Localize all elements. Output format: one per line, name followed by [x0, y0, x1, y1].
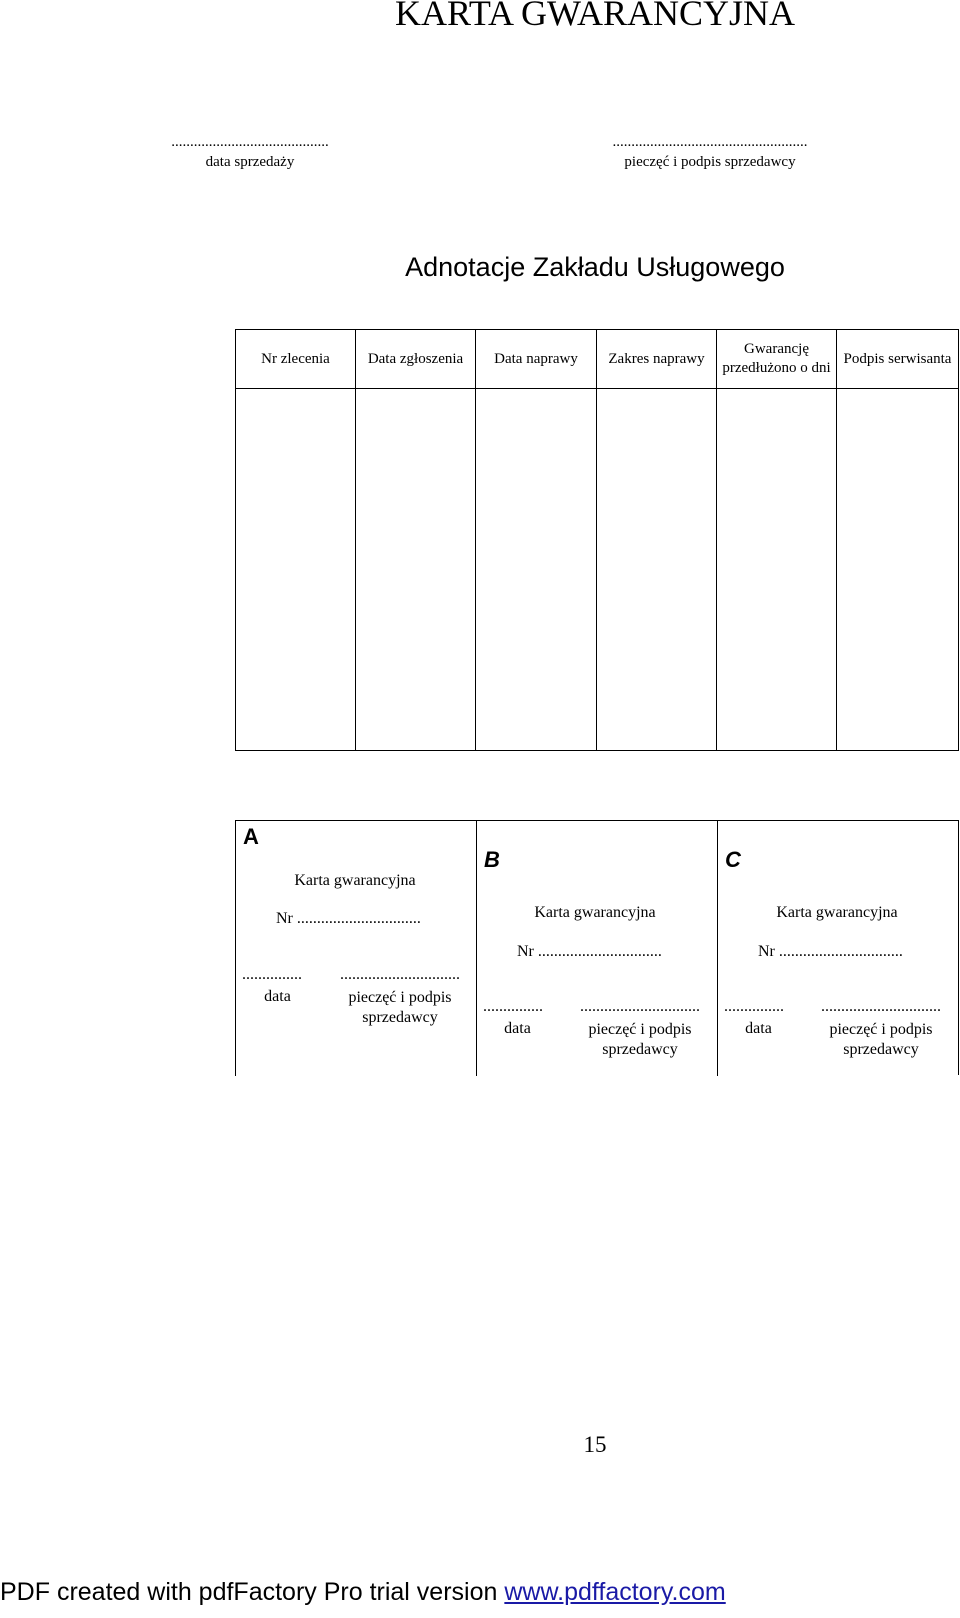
- coupon-c-date-dots: ...............: [724, 998, 784, 1015]
- footer-text: PDF created with pdfFactory Pro trial version: [0, 1578, 505, 1606]
- coupon-b-date-label: data: [504, 1020, 531, 1037]
- coupon-c-stamp-label: pieczęć i podpis sprzedawcy: [829, 1021, 933, 1058]
- coupon-a: [235, 820, 477, 1076]
- pdf-footer: [0, 1578, 726, 1607]
- sale-date-dots: ..........................................: [171, 134, 329, 150]
- coupon-a-date-label: data: [264, 988, 291, 1005]
- coupon-a-stamp-label: pieczęć i podpis sprzedawcy: [348, 989, 452, 1026]
- coupon-c-card-label: Karta gwarancyjna: [776, 904, 898, 921]
- col-header-repair-date: Data naprawy: [476, 330, 597, 389]
- table-cell: [236, 389, 356, 751]
- col-header-report-date: Data zgłoszenia: [356, 330, 476, 389]
- col-header-order-number: Nr zlecenia: [236, 330, 356, 389]
- coupon-a-number: Nr ...............................: [276, 910, 421, 927]
- table-header-row: [236, 330, 959, 389]
- table-row: [236, 389, 959, 751]
- coupon-a-letter: A: [243, 824, 259, 849]
- coupon-b-stamp-label: pieczęć i podpis sprzedawcy: [588, 1021, 692, 1058]
- col-header-technician-signature: Podpis serwisanta: [837, 330, 959, 389]
- coupon-a-card-label: Karta gwarancyjna: [294, 872, 416, 889]
- coupon-c-date-label: data: [745, 1020, 772, 1037]
- coupon-b-date-dots: ...............: [483, 998, 543, 1015]
- annotations-heading: Adnotacje Zakładu Usługowego: [405, 252, 785, 282]
- table-cell: [476, 389, 597, 751]
- coupon-b-number: Nr ...............................: [517, 943, 662, 960]
- table-cell: [717, 389, 837, 751]
- coupon-b-card-label: Karta gwarancyjna: [534, 904, 656, 921]
- col-header-warranty-extension: Gwarancję przedłużono o dni: [717, 330, 837, 389]
- repair-annotations-table: [235, 329, 959, 751]
- footer-link[interactable]: www.pdffactory.com: [504, 1578, 726, 1606]
- coupon-c-stamp-dots: ..............................: [821, 998, 941, 1015]
- page-number: 15: [583, 1432, 607, 1457]
- coupon-b-stamp-dots: ..............................: [580, 998, 700, 1015]
- col-header-repair-scope: Zakres naprawy: [597, 330, 717, 389]
- coupon-b-letter: B: [484, 847, 500, 872]
- seller-signature-dots: ....................................................: [612, 134, 808, 150]
- seller-signature-label: pieczęć i podpis sprzedawcy: [624, 154, 796, 170]
- table-cell: [356, 389, 476, 751]
- table-cell: [597, 389, 717, 751]
- coupon-a-stamp-dots: ..............................: [340, 966, 460, 983]
- document-title: KARTA GWARANCYJNA: [395, 0, 795, 33]
- table-cell: [837, 389, 959, 751]
- coupon-c-number: Nr ...............................: [758, 943, 903, 960]
- coupon-a-date-dots: ...............: [242, 966, 302, 983]
- coupon-c-letter: C: [725, 847, 741, 872]
- sale-date-label: data sprzedaży: [205, 154, 295, 170]
